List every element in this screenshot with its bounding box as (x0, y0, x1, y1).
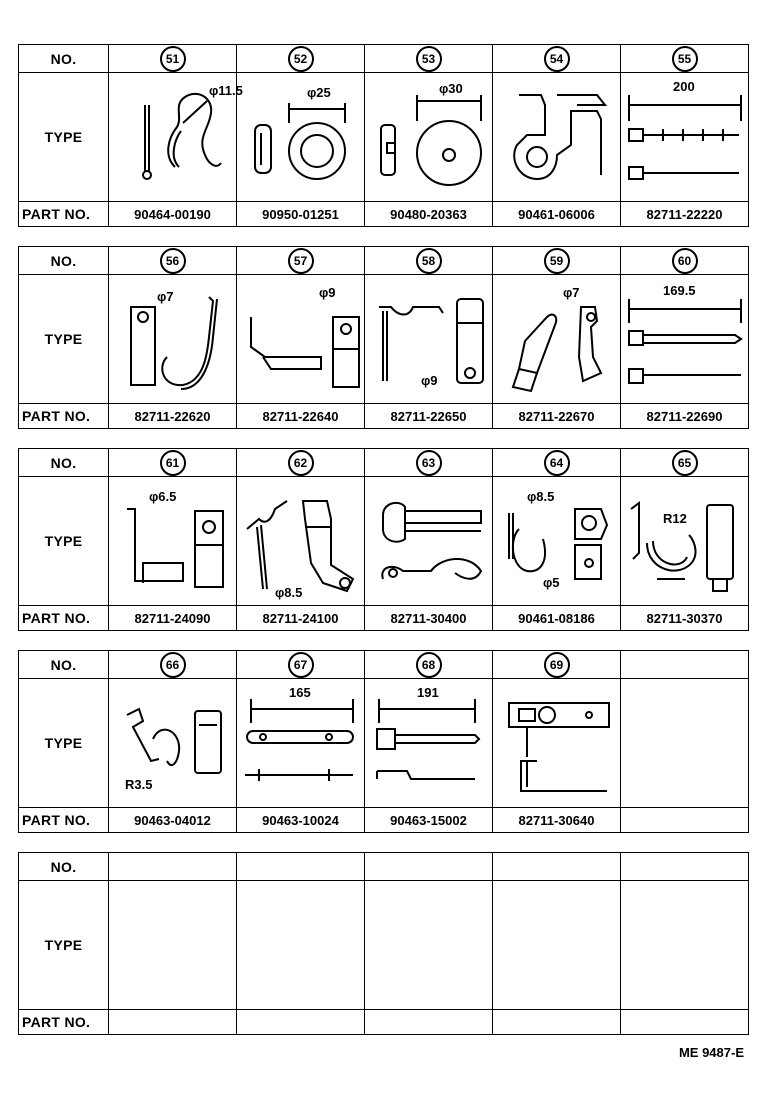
dimension-label: φ25 (306, 85, 331, 100)
type-label: TYPE (19, 73, 109, 202)
item-number: 67 (288, 652, 314, 678)
no-label: NO. (19, 45, 109, 73)
item-number: 63 (416, 450, 442, 476)
part-number: 82711-30370 (621, 606, 749, 631)
item-number: 56 (160, 248, 186, 274)
dimension-label: φ11.5 (208, 83, 243, 98)
part-no-label: PART NO. (19, 404, 109, 429)
dimension-label: φ9 (318, 285, 336, 300)
item-number: 51 (160, 46, 186, 72)
parts-table-5 (18, 852, 749, 1035)
part-number: 82711-22650 (365, 404, 493, 429)
type-label: TYPE (19, 679, 109, 808)
dimension-label: 200 (672, 79, 695, 94)
band-illustration-67 (239, 681, 363, 805)
clamp-illustration-62 (241, 479, 361, 603)
dimension-label: 169.5 (662, 283, 696, 298)
part-number: 82711-22670 (493, 404, 621, 429)
dimension-label: φ8.5 (526, 489, 554, 504)
item-number: 59 (544, 248, 570, 274)
clamp-illustration-57 (241, 277, 361, 401)
part-number: 82711-30640 (493, 808, 621, 833)
no-label: NO. (19, 853, 109, 881)
part-no-label: PART NO. (19, 1010, 109, 1035)
clamp-illustration-66 (113, 681, 233, 805)
clamp-illustration-58 (369, 277, 489, 401)
part-number: 82711-24100 (237, 606, 365, 631)
dimension-label: φ30 (438, 81, 463, 96)
part-no-label: PART NO. (19, 808, 109, 833)
parts-table-2 (18, 246, 749, 429)
dimension-label: R3.5 (124, 777, 152, 792)
clip-illustration-51 (113, 75, 243, 199)
item-number: 68 (416, 652, 442, 678)
grommet-illustration-53 (369, 75, 489, 199)
part-number: 82711-24090 (109, 606, 237, 631)
clamp-illustration-61 (113, 479, 233, 603)
no-label: NO. (19, 247, 109, 275)
item-number: 65 (672, 450, 698, 476)
part-number: 82711-22690 (621, 404, 749, 429)
part-no-label: PART NO. (19, 202, 109, 227)
band-illustration-68 (367, 681, 491, 805)
clamp-illustration-65 (623, 479, 747, 603)
part-number: 90463-10024 (237, 808, 365, 833)
dimension-label: φ7 (562, 285, 580, 300)
dimension-label: R12 (662, 511, 687, 526)
item-number: 58 (416, 248, 442, 274)
item-number: 60 (672, 248, 698, 274)
clamp-illustration-54 (497, 75, 617, 199)
item-number: 61 (160, 450, 186, 476)
item-number: 69 (544, 652, 570, 678)
dimension-label: 191 (416, 685, 439, 700)
grommet-illustration-52 (241, 75, 361, 199)
band-illustration-60 (623, 277, 747, 401)
part-number: 90461-06006 (493, 202, 621, 227)
part-number: 90464-00190 (109, 202, 237, 227)
part-number: 82711-22220 (621, 202, 749, 227)
item-number: 53 (416, 46, 442, 72)
item-number: 52 (288, 46, 314, 72)
clamp-illustration-69 (497, 681, 617, 805)
clamp-illustration-64 (497, 479, 617, 603)
part-number: 82711-22640 (237, 404, 365, 429)
parts-table-4 (18, 650, 749, 833)
part-number: 90480-20363 (365, 202, 493, 227)
type-label: TYPE (19, 275, 109, 404)
dimension-label: φ8.5 (274, 585, 302, 600)
item-number: 66 (160, 652, 186, 678)
type-label: TYPE (19, 477, 109, 606)
item-number: 55 (672, 46, 698, 72)
part-number: 90463-15002 (365, 808, 493, 833)
parts-table-1 (18, 44, 749, 227)
dimension-label: φ7 (156, 289, 174, 304)
clip-illustration-63 (369, 479, 489, 603)
dimension-label: 165 (288, 685, 311, 700)
item-number: 64 (544, 450, 570, 476)
item-number: 57 (288, 248, 314, 274)
type-label: TYPE (19, 881, 109, 1010)
clamp-illustration-59 (497, 277, 617, 401)
part-number: 90950-01251 (237, 202, 365, 227)
dimension-label: φ5 (542, 575, 560, 590)
part-no-label: PART NO. (19, 606, 109, 631)
clamp-illustration-56 (113, 277, 233, 401)
part-number: 82711-22620 (109, 404, 237, 429)
part-number: 90463-04012 (109, 808, 237, 833)
item-number: 62 (288, 450, 314, 476)
dimension-label: φ9 (420, 373, 438, 388)
band-illustration-55 (623, 75, 747, 199)
part-number: 82711-30400 (365, 606, 493, 631)
no-label: NO. (19, 651, 109, 679)
no-label: NO. (19, 449, 109, 477)
part-number: 90461-08186 (493, 606, 621, 631)
item-number: 54 (544, 46, 570, 72)
document-id: ME 9487-E (678, 1045, 744, 1060)
parts-table-3 (18, 448, 749, 631)
dimension-label: φ6.5 (148, 489, 176, 504)
